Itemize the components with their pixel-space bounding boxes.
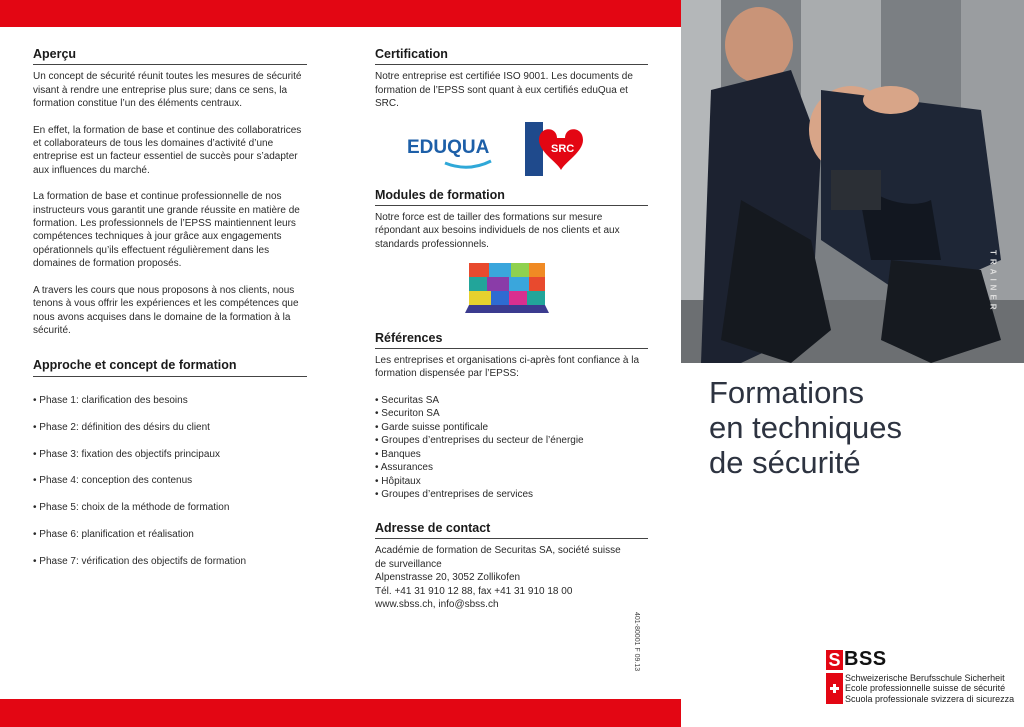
src-logo-text: SRC xyxy=(551,142,575,155)
bottom-red-bar xyxy=(0,699,681,727)
references-list xyxy=(375,394,648,502)
overview-title: Aperçu xyxy=(33,48,307,65)
list-item: • Securitas SA xyxy=(375,394,440,406)
puzzle-illustration xyxy=(463,259,551,315)
contact-line: Tél. +41 31 910 12 88, fax +41 31 910 18 00 xyxy=(375,585,573,597)
references-intro: Les entreprises et organisations ci-après font confiance à la formation dispensée par l’EPSS: xyxy=(375,355,640,380)
list-item: • Groupes d’entreprises de services xyxy=(375,489,534,501)
modules-text: Notre force est de tailler des formations sur mesure répondant aux besoins individuels de nos clients et aux standards professionnels. xyxy=(375,212,620,250)
swiss-cross-icon xyxy=(826,673,843,704)
overview-paragraph: En effet, la formation de base et continue des collaboratrices et collaborateurs de tous les domaines d’activité d’une entreprise est un facteur essentiel de succès pour s’adapter aux influences du marché. xyxy=(33,124,302,176)
list-item: • Phase 6: planification et réalisation xyxy=(33,529,194,541)
overview-paragraph: Un concept de sécurité réunit toutes les mesures de sécurité visant à rendre une entreprise plus sure; dans ce sens, la formation constitue l’un des éléments centraux. xyxy=(33,71,302,110)
list-item: • Phase 3: fixation des objectifs principaux xyxy=(33,448,220,460)
middle-column xyxy=(375,48,648,611)
overview-paragraph: La formation de base et continue professionnelle de nos instructeurs vous garantit une grande réussite en matière de formation. Les professionnels de l’EPSS maintiennent leurs compétences techniques à jour grâce aux engagements opérationnels qu’ils effectuent régulièrement dans les domaines de formation proposés. xyxy=(33,191,300,270)
school-name-it: Scuola professionale svizzera di sicurezza xyxy=(845,693,1015,704)
eduqua-logo-text: EDUQUA xyxy=(407,136,490,158)
certification-logos xyxy=(405,117,648,179)
top-red-bar xyxy=(0,0,681,27)
school-name-fr: Ecole professionnelle suisse de sécurité xyxy=(845,683,1006,694)
list-item: • Garde suisse pontificale xyxy=(375,421,489,433)
eduqua-logo xyxy=(405,125,505,171)
list-item: • Securiton SA xyxy=(375,408,440,420)
certification-title: Certification xyxy=(375,48,648,65)
overview-paragraph: A travers les cours que nous proposons à nos clients, nous tenons à vous offrir les expériences et les compétences que nous avons acquises dans le domaine de la formation à la sécurité. xyxy=(33,284,299,336)
list-item: • Hôpitaux xyxy=(375,475,421,487)
document-code: 401-80001 F 09.13 xyxy=(633,612,640,672)
certification-text: Notre entreprise est certifiée ISO 9001. Les documents de formation de l’EPSS sont quant à eux certifiés eduQua et SRC. xyxy=(375,71,633,110)
list-item: • Assurances xyxy=(375,462,433,474)
sbss-logo-s: S xyxy=(826,650,843,670)
training-photo-illustration xyxy=(681,0,1024,363)
contact-line: de surveillance xyxy=(375,558,442,570)
cover-title-line: en techniques xyxy=(709,410,903,445)
modules-title: Modules de formation xyxy=(375,189,648,206)
cover-title xyxy=(709,375,902,480)
list-item: • Phase 2: définition des désirs du client xyxy=(33,421,210,433)
sbss-logo-block xyxy=(826,648,1014,704)
contact-title: Adresse de contact xyxy=(375,522,648,539)
contact-line: Académie de formation de Securitas SA, société suisse xyxy=(375,545,621,557)
src-logo xyxy=(519,118,589,178)
cover-photo xyxy=(681,0,1024,363)
sbss-logo xyxy=(826,648,1014,671)
contact-block xyxy=(375,544,648,611)
left-column xyxy=(33,48,307,582)
contact-line[interactable]: www.sbss.ch, info@sbss.ch xyxy=(375,598,499,610)
cover-title-line: de sécurité xyxy=(709,445,861,480)
cover-title-line: Formations xyxy=(709,375,865,410)
references-title: Références xyxy=(375,332,648,349)
list-item: • Phase 5: choix de la méthode de formation xyxy=(33,502,230,514)
trainer-label: TRAINER xyxy=(988,250,998,314)
list-item: • Groupes d’entreprises du secteur de l’énergie xyxy=(375,435,584,447)
list-item: • Banques xyxy=(375,448,421,460)
approach-title: Approche et concept de formation xyxy=(33,359,307,376)
school-name-de: Schweizerische Berufsschule Sicherheit xyxy=(845,673,1005,683)
sbss-school-names xyxy=(845,673,1014,704)
list-item: • Phase 4: conception des contenus xyxy=(33,475,193,487)
list-item: • Phase 7: vérification des objectifs de formation xyxy=(33,556,247,568)
phase-list xyxy=(33,394,307,569)
list-item: • Phase 1: clarification des besoins xyxy=(33,394,188,406)
sbss-logo-text: BSS xyxy=(844,648,887,670)
contact-line: Alpenstrasse 20, 3052 Zollikofen xyxy=(375,572,521,584)
